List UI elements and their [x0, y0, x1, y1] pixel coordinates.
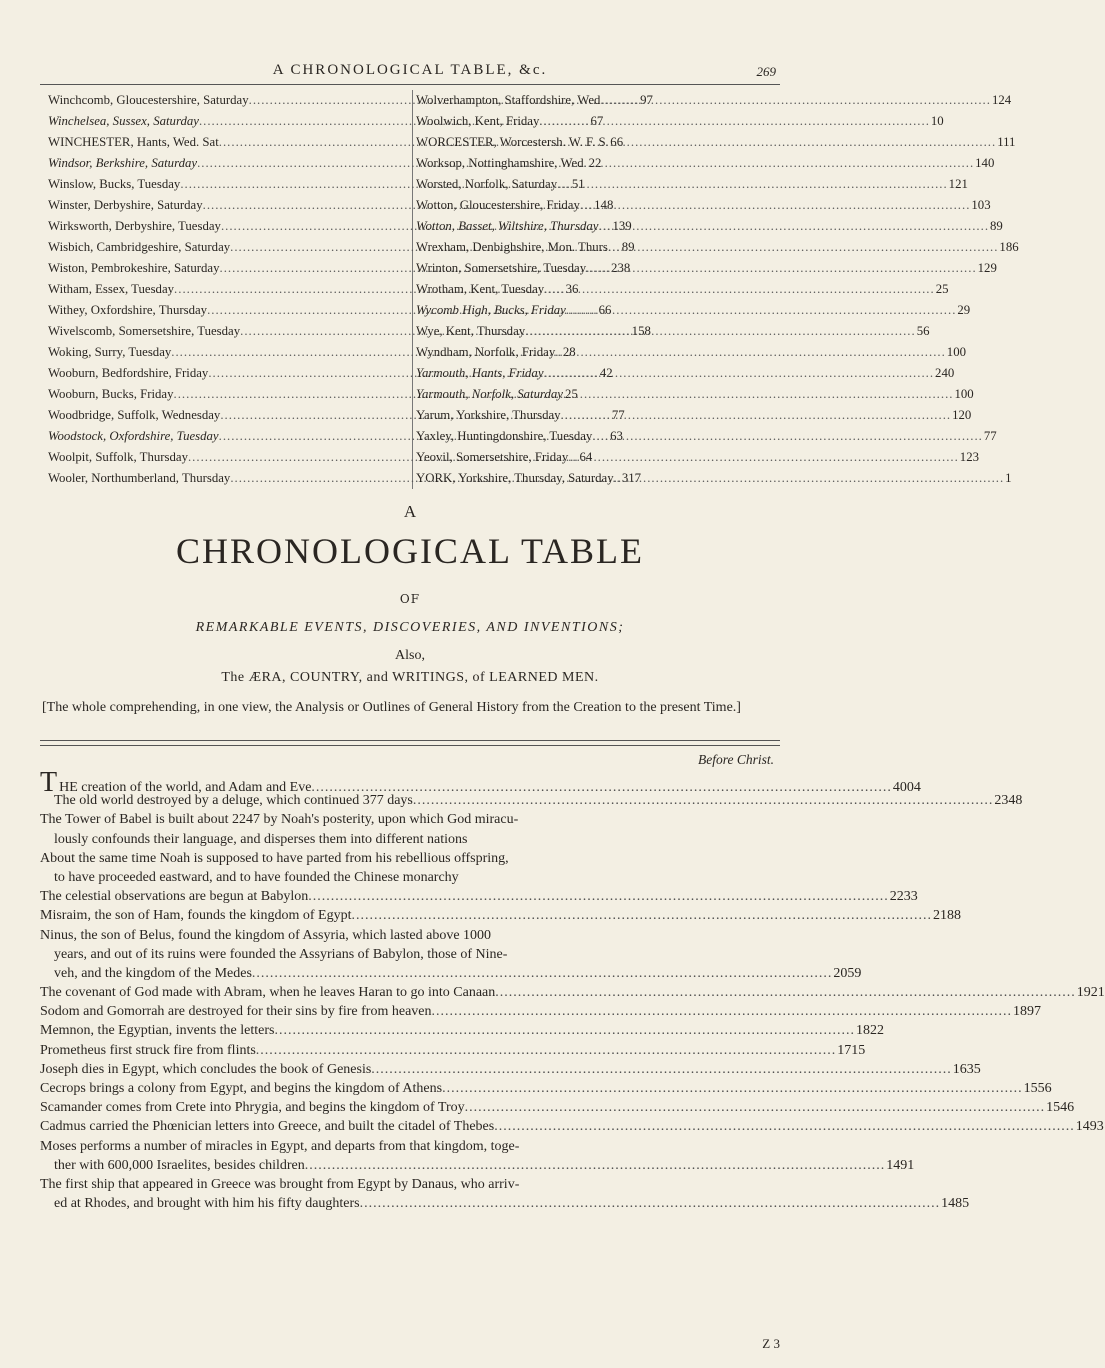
dot-leader: [360, 1194, 941, 1213]
event-entry: [40, 1060, 981, 1079]
market-town: Yarum, Yorkshire, Thursday: [416, 408, 561, 422]
market-number: 186: [999, 240, 1019, 254]
event-line: [40, 1175, 785, 1194]
market-row: [416, 321, 930, 342]
market-number: 56: [916, 324, 930, 338]
event-entry: [40, 1002, 1041, 1021]
event-year: 1485: [941, 1196, 970, 1212]
event-line: [40, 1156, 915, 1175]
event-entry: [40, 1021, 884, 1040]
market-town: Wrinton, Somersetshire, Tuesday: [416, 261, 587, 275]
market-column-right: [416, 90, 1019, 489]
event-text: Prometheus first struck fire from flints: [40, 1042, 256, 1058]
market-row: [416, 174, 968, 195]
event-line: [40, 1079, 1052, 1098]
dot-leader: [544, 363, 935, 384]
event-list: [40, 767, 1105, 1213]
market-row: [416, 363, 955, 384]
market-number: 97: [640, 93, 653, 107]
event-line: [40, 1041, 866, 1060]
event-line: [40, 810, 785, 829]
event-line: [40, 1060, 981, 1079]
event-entry: [40, 926, 862, 984]
dot-leader: [599, 216, 990, 237]
market-number: 36: [565, 282, 579, 296]
event-text: Moses performs a number of miracles in Egypt, and departs from that kingdom, toge-: [40, 1138, 520, 1154]
market-number: 77: [983, 429, 997, 443]
dot-leader: [555, 342, 946, 363]
market-town: Woolpit, Suffolk, Thursday: [48, 450, 188, 464]
market-number: 240: [935, 366, 955, 380]
market-town: Wotton, Basset, Wiltshire, Thursday: [416, 219, 599, 233]
market-number: 89: [621, 240, 635, 254]
market-town: Woodstock, Oxfordshire, Tuesday: [48, 429, 219, 443]
market-town: Wooburn, Bucks, Friday: [48, 387, 174, 401]
event-entry: [40, 1117, 1104, 1136]
event-year: 1546: [1046, 1100, 1075, 1116]
market-row: [416, 447, 979, 468]
event-continuation: years, and out of its ruins were founded the Assyrians of Babylon, those of Nine-: [54, 946, 508, 962]
market-row: [416, 195, 991, 216]
bracketed-note: [The whole comprehending, in one view, the Analysis or Outlines of General History from the Creation to the present Time.]: [42, 700, 741, 715]
market-town: Wyndham, Norfolk, Friday: [416, 345, 556, 359]
event-year: 1715: [837, 1042, 866, 1058]
market-town: Yeovil, Somersetshire, Friday: [416, 450, 569, 464]
title-of: OF: [399, 592, 421, 606]
market-row: [416, 216, 1003, 237]
market-number: 238: [611, 261, 631, 275]
dot-leader: [495, 983, 1076, 1002]
dot-leader: [561, 405, 952, 426]
market-town: Wirksworth, Derbyshire, Tuesday: [48, 219, 221, 233]
event-text: ther with 600,000 Israelites, besides children: [54, 1157, 305, 1173]
event-text: Sodom and Gomorrah are destroyed for their sins by fire from heaven: [40, 1004, 432, 1020]
event-entry: [40, 767, 921, 798]
event-year: 1822: [855, 1023, 884, 1039]
before-christ-label: Before Christ.: [698, 752, 774, 767]
market-number: 42: [599, 366, 613, 380]
event-text: About the same time Noah is supposed to have parted from his rebellious offspring,: [40, 850, 509, 866]
event-line: [40, 1117, 1104, 1136]
event-text: The old world destroyed by a deluge, which continued 377 days: [54, 793, 413, 809]
double-rule: [40, 740, 780, 746]
event-year: 2233: [889, 889, 918, 905]
market-number: 103: [971, 198, 991, 212]
market-number: 100: [954, 387, 974, 401]
market-number: 66: [610, 135, 624, 149]
event-line: [40, 887, 918, 906]
event-text: Cadmus carried the Phœnician letters into Greece, and built the citadel of Thebes: [40, 1119, 495, 1135]
event-year: 1493: [1075, 1119, 1104, 1135]
market-number: 25: [565, 387, 578, 401]
dot-leader: [432, 1002, 1013, 1021]
market-town: Wooburn, Bedfordshire, Friday: [48, 366, 209, 380]
market-number: 66: [598, 303, 612, 317]
dot-leader: [544, 279, 935, 300]
event-entry: [40, 983, 1105, 1002]
market-town: Wiston, Pembrokeshire, Saturday: [48, 261, 220, 275]
event-entry: [40, 849, 785, 887]
dot-leader: [351, 906, 932, 925]
dot-leader: [308, 887, 889, 906]
market-number: 22: [588, 156, 602, 170]
event-entry: [40, 810, 785, 848]
event-year: 4004: [892, 780, 921, 795]
title-era-line: The ÆRA, COUNTRY, and WRITINGS, of LEARNED MEN.: [221, 670, 599, 685]
event-line: [40, 791, 1023, 810]
market-number: 124: [991, 93, 1012, 107]
market-number: 317: [621, 471, 642, 485]
event-year: 2059: [833, 965, 862, 981]
event-text: Misraim, the son of Ham, founds the kingdom of Egypt: [40, 908, 352, 924]
page-title: CHRONOLOGICAL TABLE: [175, 531, 645, 571]
market-number: 67: [590, 114, 604, 128]
market-row: [416, 342, 966, 363]
event-year: 1635: [952, 1061, 981, 1077]
market-row: [416, 258, 997, 279]
title-also: Also,: [395, 648, 425, 663]
market-town: Winchelsea, Sussex, Saturday: [48, 114, 199, 128]
market-row: [416, 426, 997, 447]
dot-leader: [442, 1079, 1023, 1098]
event-text: HE creation of the world, and Adam and Eve: [59, 780, 312, 795]
market-town: Wooler, Northumberland, Thursday: [48, 471, 231, 485]
market-number: 111: [997, 135, 1016, 149]
market-row: [416, 405, 972, 426]
market-number: 28: [562, 345, 576, 359]
market-number: 123: [959, 450, 979, 464]
market-town: Winster, Derbyshire, Saturday: [48, 198, 203, 212]
market-row: [416, 111, 944, 132]
dot-leader: [252, 964, 833, 983]
market-town: Wolverhampton, Staffordshire, Wed: [416, 93, 601, 107]
event-line: [40, 1002, 1041, 1021]
event-year: 2188: [932, 908, 961, 924]
market-town: Yaxley, Huntingdonshire, Tuesday: [416, 429, 593, 443]
event-line: [40, 1098, 1075, 1117]
market-town: Wotton, Gloucestershire, Friday: [416, 198, 580, 212]
running-header: [40, 60, 780, 85]
event-entry: [40, 1079, 1052, 1098]
event-line: [40, 964, 862, 983]
market-number: 100: [946, 345, 966, 359]
dot-leader: [525, 321, 916, 342]
event-text: The first ship that appeared in Greece was brought from Egypt by Danaus, who arriv-: [40, 1176, 520, 1192]
dot-leader: [465, 1098, 1046, 1117]
event-line: [40, 767, 921, 798]
title-article: A: [403, 502, 417, 521]
page-number: 269: [756, 64, 776, 79]
market-row: [416, 132, 1016, 153]
dot-leader: [600, 90, 991, 111]
event-entry: [40, 1137, 915, 1175]
market-town: Woolwich, Kent, Friday: [416, 114, 540, 128]
market-row: [416, 300, 971, 321]
market-town: WINCHESTER, Hants, Wed. Sat: [48, 135, 219, 149]
event-line: [40, 926, 785, 945]
market-town: WORCESTER, Worcestersh. W. F. S: [416, 135, 606, 149]
event-line: [40, 1137, 785, 1156]
market-town: Wrotham, Kent, Tuesday: [416, 282, 545, 296]
dot-leader: [606, 132, 997, 153]
event-entry: [40, 791, 1023, 810]
dot-leader: [539, 111, 930, 132]
signature-mark: Z 3: [762, 1336, 780, 1351]
market-row: [416, 384, 974, 405]
dot-leader: [371, 1060, 952, 1079]
title-subtitle: REMARKABLE EVENTS, DISCOVERIES, AND INVENTIONS;: [195, 620, 625, 635]
event-text: ed at Rhodes, and brought with him his fifty daughters: [54, 1196, 360, 1212]
market-town: Worksop, Nottinghamshire, Wed: [416, 156, 584, 170]
market-number: 139: [612, 219, 632, 233]
event-text: Memnon, the Egyptian, invents the letters: [40, 1023, 275, 1039]
market-row: [416, 468, 1012, 489]
event-text: The celestial observations are begun at Babylon: [40, 889, 309, 905]
dot-leader: [608, 237, 999, 258]
event-text: Cecrops brings a colony from Egypt, and begins the kingdom of Athens: [40, 1081, 443, 1096]
market-town: Wye, Kent, Thursday: [416, 324, 526, 338]
dot-leader: [256, 1041, 837, 1060]
dot-leader: [586, 258, 977, 279]
market-number: 140: [975, 156, 995, 170]
market-town: Winslow, Bucks, Tuesday: [48, 177, 181, 191]
market-town: Woking, Surry, Tuesday: [48, 345, 172, 359]
event-continuation: to have proceeded eastward, and to have founded the Chinese monarchy: [54, 869, 459, 885]
market-number: 129: [977, 261, 997, 275]
market-number: 29: [957, 303, 971, 317]
event-year: 1897: [1013, 1004, 1041, 1020]
market-number: 158: [631, 324, 651, 338]
event-entry: [40, 1098, 1075, 1117]
event-line: [40, 1021, 884, 1040]
market-number: 77: [611, 408, 625, 422]
event-line: [40, 983, 1105, 1002]
market-town: Wycomb High, Bucks, Friday: [416, 303, 566, 317]
dot-leader: [566, 300, 957, 321]
market-town: Wisbich, Cambridgeshire, Saturday: [48, 240, 231, 254]
market-number: 121: [948, 177, 968, 191]
dot-leader: [305, 1156, 886, 1175]
event-text: The Tower of Babel is built about 2247 by Noah's posterity, upon which God miracu-: [40, 812, 519, 828]
dot-leader: [614, 468, 1005, 489]
market-town: Wrexham, Denbighshire, Mon. Thurs: [416, 240, 608, 254]
market-town: YORK, Yorkshire, Thursday, Saturday: [416, 471, 614, 485]
event-year: 1556: [1023, 1081, 1052, 1096]
market-number: 63: [610, 429, 623, 443]
event-text: The covenant of God made with Abram, when he leaves Haran to go into Canaan: [40, 985, 496, 1001]
market-number: 1: [1005, 471, 1012, 485]
event-text: Ninus, the son of Belus, found the kingdom of Assyria, which lasted above 1000: [40, 927, 492, 943]
dot-leader: [563, 384, 954, 405]
market-row: [416, 279, 949, 300]
market-number: 10: [930, 114, 944, 128]
dot-leader: [584, 153, 975, 174]
running-title: A CHRONOLOGICAL TABLE, &c.: [272, 62, 548, 78]
dot-leader: [557, 174, 948, 195]
market-town: Withey, Oxfordshire, Thursday: [48, 303, 208, 317]
market-town: Windsor, Berkshire, Saturday: [48, 156, 198, 170]
event-year: 2348: [994, 793, 1023, 809]
market-row: [416, 237, 1019, 258]
drop-cap: T: [40, 767, 58, 798]
event-text: Scamander comes from Crete into Phrygia, and begins the kingdom of Troy: [40, 1100, 465, 1116]
market-number: 25: [935, 282, 949, 296]
dot-leader: [274, 1021, 855, 1040]
market-number: 89: [990, 219, 1003, 233]
event-entry: [40, 887, 918, 906]
market-row: [416, 90, 1012, 111]
market-town: Woodbridge, Suffolk, Wednesday: [48, 408, 221, 422]
market-number: 51: [571, 177, 585, 191]
market-row: [416, 153, 995, 174]
market-number: 64: [579, 450, 593, 464]
event-entry: [40, 1175, 970, 1213]
market-town: Winchcomb, Gloucestershire, Saturday: [48, 93, 249, 107]
market-number: 148: [594, 198, 614, 212]
dot-leader: [413, 791, 994, 810]
event-entry: [40, 906, 961, 925]
market-town: Witham, Essex, Tuesday: [48, 282, 175, 296]
market-town: Yarmouth, Hants, Friday: [416, 366, 544, 380]
dot-leader: [494, 1117, 1075, 1136]
event-text: Joseph dies in Egypt, which concludes the book of Genesis: [40, 1061, 372, 1077]
market-number: 120: [952, 408, 972, 422]
event-entry: [40, 1041, 866, 1060]
event-line: [40, 849, 785, 868]
event-line: [40, 906, 961, 925]
dot-leader: [568, 447, 959, 468]
event-text: veh, and the kingdom of the Medes: [54, 965, 252, 981]
event-line: [40, 1194, 970, 1213]
dot-leader: [580, 195, 971, 216]
event-year: 1921: [1076, 985, 1105, 1001]
dot-leader: [592, 426, 983, 447]
market-town: Worsted, Norfolk, Saturday: [416, 177, 558, 191]
market-town-list: [48, 90, 1019, 485]
market-town: Wivelscomb, Somersetshire, Tuesday: [48, 324, 241, 338]
event-year: 1491: [886, 1157, 915, 1173]
market-town: Yarmouth, Norfolk, Saturday: [416, 387, 563, 401]
event-continuation: lously confounds their language, and disperses them into different nations: [54, 831, 468, 847]
